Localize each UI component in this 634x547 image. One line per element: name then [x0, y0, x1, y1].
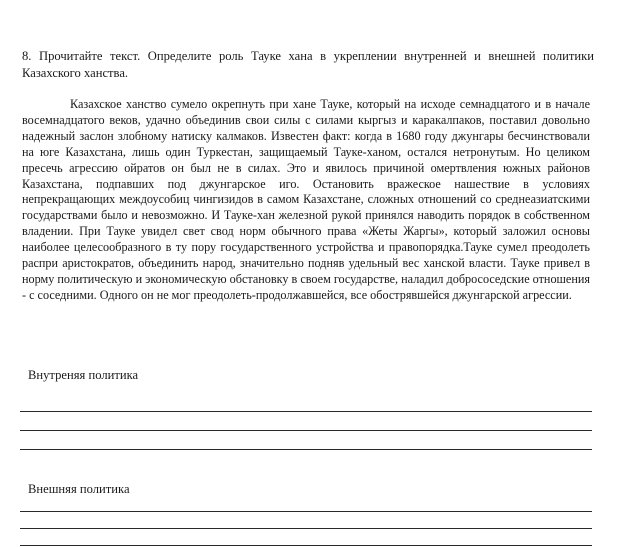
external-answer-line-2[interactable]	[20, 528, 592, 529]
external-answer-line-1[interactable]	[20, 511, 592, 512]
external-answer-line-3[interactable]	[20, 545, 592, 546]
internal-answer-line-3[interactable]	[20, 449, 592, 450]
external-policy-label: Внешняя политика	[28, 482, 130, 496]
internal-answer-line-1[interactable]	[20, 411, 592, 412]
internal-policy-label: Внутреняя политика	[28, 368, 139, 382]
task-instruction: 8. Прочитайте текст. Определите роль Тауке хана в укреплении внутренней и внешней политики Казахского ханства.	[22, 49, 594, 80]
reading-passage: Казахское ханство сумело окрепнуть при хане Тауке, который на исходе семнадцатого и в начале восемнадцатого веков, удачно объединив свои силы с силами кыргыз и каракалпаков, поставил довольно надежный заслон злобному натиску калмаков. Известен факт: когда в 1680 году джунгары бесчинствовали на юге Казахстана, лишь один Туркестан, защищаемый Тауке-ханом, остался нетронутым. Но целиком пресечь агрессию ойратов он был не в силах. Это и явилось причиной омертвления южных районов Казахстана, подпавших под джунгарское иго. Остановить вражеское нашествие в условиях непрекращающих междоусобиц чингизидов в самом Казахстане, сложных отношений со среднеазиатскими государствами было и невозможно. И Тауке-хан железной рукой принялся наводить порядок в собственном владении. При Тауке увидел свет свод норм обычного права «Жеты Жаргы», который заложил основы наиболее целесообразного в ту пору государственного устройства и правопорядка.Тауке сумел преодолеть распри аристократов, объединить народ, значительно подняв удельный вес ханской власти. Тауке привел в норму политическую и экономическую обстановку в своем государстве, наладил добрососедские отношения - с соседними. Одного он не мог преодолеть-продолжавшейся, все обострявшейся джунгарской агрессии.	[22, 97, 590, 302]
internal-answer-line-2[interactable]	[20, 430, 592, 431]
